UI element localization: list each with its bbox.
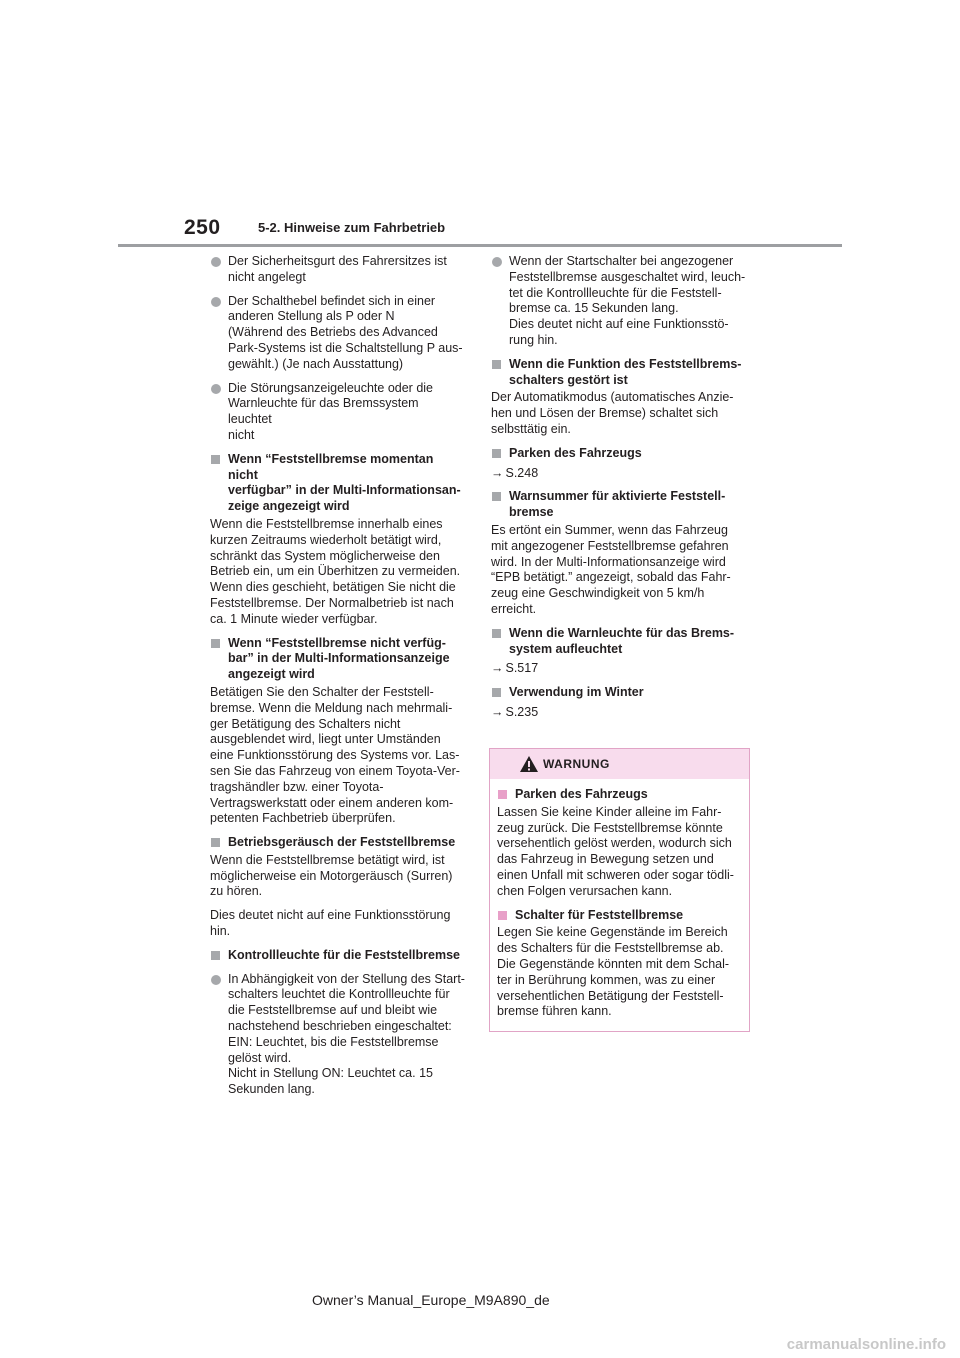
bullet-dot-icon (211, 384, 221, 394)
text-line: versehentlichen Betätigung der Feststell- (497, 988, 724, 1003)
text-line: Dies deutet nicht auf eine Funktionsstö- (509, 317, 729, 332)
page-reference[interactable]: → S.517 (491, 661, 539, 676)
text-line: Schalter für Feststellbremse (515, 907, 684, 922)
subheading (210, 636, 465, 683)
subheading (210, 835, 465, 851)
text-line: rung hin. (509, 332, 558, 347)
subheading (497, 908, 741, 924)
text-line: eine Funktionsstörung des Systems vor. Las- (210, 748, 460, 763)
bullet-item (210, 381, 465, 444)
text-line: versehentlich gelöst werden, wodurch sich (497, 836, 732, 851)
text-line: Warnleuchte für das Bremssystem leuchtet (228, 396, 419, 427)
text-line: nicht (228, 427, 255, 442)
text-line: nachstehend beschrieben eingeschaltet: (228, 1019, 452, 1034)
bullet-item (210, 254, 465, 286)
text-line: hen und Lösen der Bremse) schaltet sich (491, 406, 719, 421)
text-line: Parken des Fahrzeugs (509, 445, 642, 460)
square-marker-icon (211, 639, 220, 648)
text-line: ter in Berührung kommen, was zu einer (497, 972, 716, 987)
text-line: bremse. Wenn die Meldung nach mehrmali- (210, 700, 453, 715)
text-line: chen Folgen verursachen kann. (497, 883, 673, 898)
bullet-item (210, 972, 465, 1098)
text-line: Lassen Sie keine Kinder alleine im Fahr- (497, 804, 722, 819)
text-line: EIN: Leuchtet, bis die Feststellbremse (228, 1034, 439, 1049)
text-line: system aufleuchtet (509, 641, 623, 656)
paragraph (491, 390, 746, 437)
text-line: Sekunden lang. (228, 1082, 315, 1097)
text-line: das Fahrzeug in Bewegung setzen und (497, 852, 714, 867)
text-line: Betätigen Sie den Schalter der Feststell- (210, 684, 434, 699)
text-line: selbsttätig ein. (491, 421, 571, 436)
text-line: wird. In der Multi-Informationsanzeige wird (491, 554, 726, 569)
warning-body (490, 779, 749, 1020)
square-marker-icon (498, 911, 507, 920)
text-line: Parken des Fahrzeugs (515, 787, 648, 801)
text-line: Wenn die Warnleuchte für das Brems- (509, 625, 735, 640)
square-marker-icon (211, 455, 220, 464)
text-line: Wenn die Feststellbremse betätigt wird, ist (210, 852, 445, 867)
text-line: Wenn “Feststellbremse nicht verfüg- (228, 635, 446, 650)
subheading (497, 787, 741, 803)
text-line: Feststellbremse ausgeschaltet wird, leuch- (509, 269, 746, 284)
warning-box (489, 748, 750, 1032)
text-line: schalters leuchtet die Kontrollleuchte für (228, 987, 450, 1002)
text-line: Wenn dies geschieht, betätigen Sie nicht die (210, 580, 456, 595)
square-marker-icon (492, 629, 501, 638)
bullet-dot-icon (492, 257, 502, 267)
bullet-dot-icon (211, 975, 221, 985)
subheading (210, 452, 465, 515)
arrow-right-icon: → (491, 661, 504, 676)
text-line: verfügbar” in der Multi-Informationsan- (228, 483, 461, 498)
text-line: Kontrollleuchte für die Feststellbremse (228, 947, 460, 962)
header-rule (118, 244, 842, 247)
paragraph (497, 925, 741, 1020)
text-line: Die Störungsanzeigeleuchte oder die (228, 380, 433, 395)
text-line: Der Sicherheitsgurt des Fahrersitzes ist (228, 254, 447, 268)
text-line: tragshändler bzw. einer Toyota- (210, 779, 384, 794)
page-reference[interactable]: → S.235 (491, 704, 539, 719)
text-line: Wenn der Startschalter bei angezogener (509, 254, 734, 268)
subheading (491, 357, 746, 389)
square-marker-icon (498, 790, 507, 799)
right-column (491, 254, 746, 729)
text-line: gelöst wird. (228, 1050, 292, 1065)
text-line: Es ertönt ein Summer, wenn das Fahrzeug (491, 522, 728, 537)
text-line: anderen Stellung als P oder N (228, 309, 395, 324)
watermark-text: carmanualsonline.info (786, 1336, 946, 1353)
text-line: zu hören. (210, 884, 263, 899)
text-line: In Abhängigkeit von der Stellung des Start- (228, 971, 465, 986)
text-line: kurzen Zeitraums wiederholt betätigt wird, (210, 532, 442, 547)
square-marker-icon (492, 688, 501, 697)
square-marker-icon (211, 838, 220, 847)
paragraph (210, 908, 465, 940)
text-line: Dies deutet nicht auf eine Funktionsstörung (210, 908, 451, 923)
bullet-item (210, 294, 465, 373)
text-line: Wenn die Funktion des Feststellbrems- (509, 356, 742, 371)
warning-header (490, 749, 749, 779)
paragraph (491, 523, 746, 618)
text-line: bar” in der Multi-Informationsanzeige (228, 651, 450, 666)
text-line: des Schalters für die Feststellbremse ab. (497, 941, 724, 956)
text-line: Wenn die Feststellbremse innerhalb eines (210, 516, 443, 531)
text-line: Legen Sie keine Gegenstände im Bereich (497, 925, 728, 940)
arrow-right-icon: → (491, 704, 504, 719)
square-marker-icon (492, 449, 501, 458)
text-line: Betrieb ein, um ein Überhitzen zu vermeiden. (210, 564, 461, 579)
subheading (491, 446, 746, 462)
text-line: petenten Fachbetrieb überprüfen. (210, 811, 396, 826)
text-line: Betriebsgeräusch der Feststellbremse (228, 835, 456, 850)
square-marker-icon (211, 951, 220, 960)
square-marker-icon (492, 492, 501, 501)
text-line: Wenn “Feststellbremse momentan nicht (228, 451, 434, 482)
text-line: sen Sie das Fahrzeug von einem Toyota-Ver- (210, 763, 460, 778)
text-line: ger Betätigung des Schalters nicht (210, 716, 401, 731)
warning-title: WARNUNG (543, 757, 610, 771)
paragraph (210, 517, 465, 628)
text-line: erreicht. (491, 601, 537, 616)
subheading (491, 489, 746, 521)
text-line: zeug zurück. Die Feststellbremse könnte (497, 820, 723, 835)
text-line: Park-Systems ist die Schaltstellung P aus- (228, 340, 463, 355)
text-line: bremse führen kann. (497, 1004, 612, 1019)
bullet-item (491, 254, 746, 349)
text-line: Warnsummer für aktivierte Feststell- (509, 489, 726, 504)
warning-triangle-icon (519, 755, 539, 773)
text-line: bremse (509, 505, 554, 520)
text-line: ausgeblendet wird, liegt unter Umständen (210, 732, 441, 747)
text-line: Vertragswerkstatt oder einem anderen kom- (210, 795, 454, 810)
text-line: gewählt.) (Je nach Ausstattung) (228, 356, 404, 371)
text-line: angezeigt wird (228, 667, 315, 682)
text-line: mit angezogener Feststellbremse gefahren (491, 538, 729, 553)
subheading (210, 948, 465, 964)
text-line: hin. (210, 924, 231, 939)
text-line: bremse ca. 15 Sekunden lang. (509, 301, 679, 316)
left-column (210, 254, 465, 1106)
text-line: schränkt das System möglicherweise den (210, 548, 440, 563)
subheading (491, 626, 746, 658)
text-line: Die Gegenstände könnten mit dem Schal- (497, 956, 730, 971)
page-number: 250 (184, 216, 221, 239)
text-line: Verwendung im Winter (509, 685, 644, 700)
paragraph (497, 805, 741, 900)
text-line: tet die Kontrollleuchte für die Feststell- (509, 285, 722, 300)
text-line: möglicherweise ein Motorgeräusch (Surren) (210, 868, 453, 883)
text-line: zeug eine Geschwindigkeit von 5 km/h (491, 586, 705, 601)
bullet-dot-icon (211, 297, 221, 307)
text-line: zeige angezeigt wird (228, 499, 350, 514)
text-line: ca. 1 Minute wieder verfügbar. (210, 611, 378, 626)
text-line: schalters gestört ist (509, 372, 628, 387)
bullet-dot-icon (211, 257, 221, 267)
text-line: Der Automatikmodus (automatisches Anzie- (491, 390, 734, 405)
text-line: “EPB betätigt.” angezeigt, sobald das Fahr- (491, 570, 731, 585)
page-reference[interactable]: → S.248 (491, 465, 539, 480)
text-line: einen Unfall mit schweren oder sogar tödli- (497, 867, 734, 882)
text-line: Nicht in Stellung ON: Leuchtet ca. 15 (228, 1066, 433, 1081)
text-line: (Während des Betriebs des Advanced (228, 325, 438, 340)
footer-text: Owner’s Manual_Europe_M9A890_de (312, 1292, 550, 1308)
text-line: Feststellbremse. Der Normalbetrieb ist nach (210, 595, 454, 610)
square-marker-icon (492, 360, 501, 369)
text-line: Der Schalthebel befindet sich in einer (228, 293, 436, 308)
text-line: nicht angelegt (228, 269, 306, 284)
section-title: 5-2. Hinweise zum Fahrbetrieb (258, 220, 446, 235)
text-line: die Feststellbremse auf und bleibt wie (228, 1003, 438, 1018)
paragraph (210, 685, 465, 827)
subheading (491, 685, 746, 701)
arrow-right-icon: → (491, 465, 504, 480)
paragraph (210, 853, 465, 900)
